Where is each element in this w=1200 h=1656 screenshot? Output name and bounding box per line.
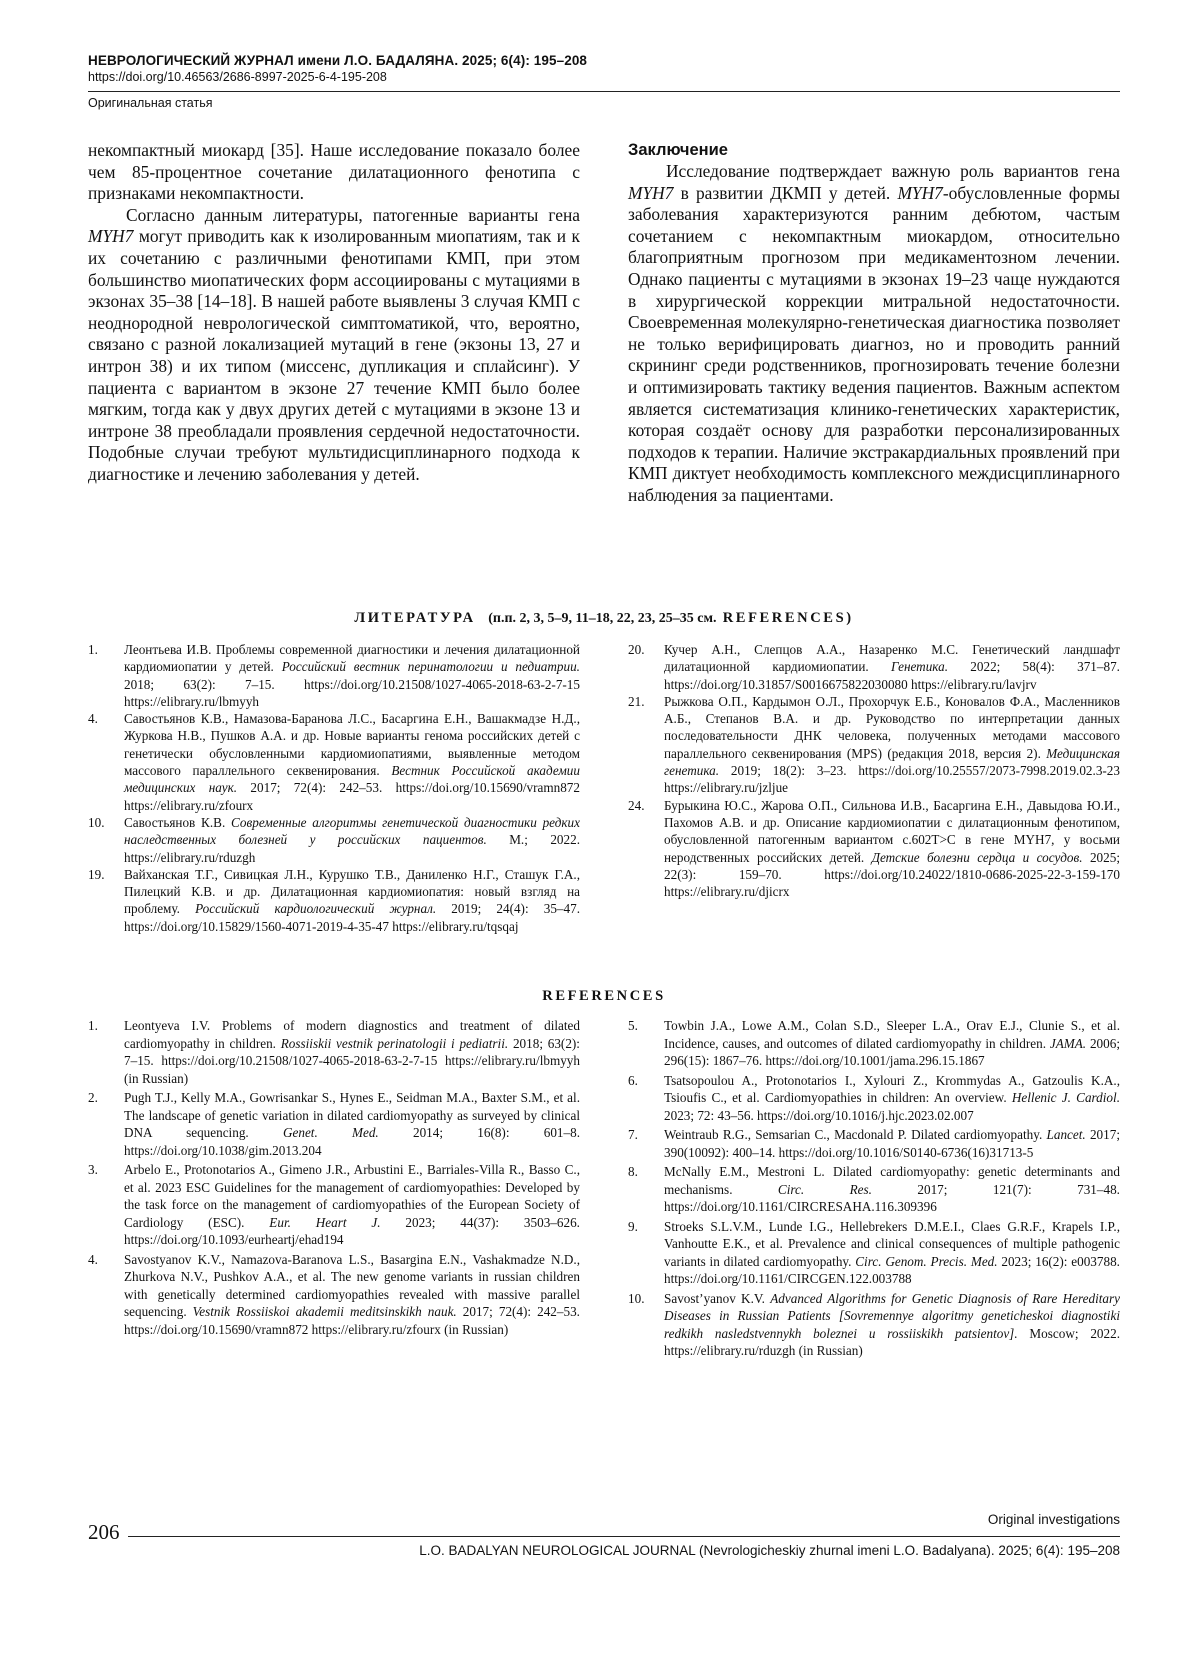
reference-item [88, 641, 580, 710]
reference-number: 7. [628, 1127, 638, 1142]
russian-reference-list-right [628, 641, 1120, 900]
reference-item [628, 1072, 1120, 1125]
reference-details[interactable]: 2018; 63(2): 7–15. https://doi.org/10.21508/1027-4065-2018-63-2-7-15 https://elibrary.ru/lbmyyh [124, 676, 580, 709]
footer-divider [128, 1536, 1120, 1537]
english-reference-list-right [628, 1017, 1120, 1360]
reference-source: Российский кардиологический журнал. [195, 901, 437, 917]
reference-source: Eur. Heart J. [269, 1214, 381, 1230]
page-header [88, 52, 1120, 112]
reference-details[interactable]: 2017; 121(7): 731–48. https://doi.org/10.1161/CIRCRESAHA.116.309396 [664, 1181, 1120, 1214]
reference-authors-title: Towbin J.A., Lowe A.M., Colan S.D., Sleeper L.A., Orav E.J., Clunie S., et al. Incidence, causes, and outcomes of dilated cardiomyopathy in children. [664, 1018, 1120, 1051]
footer-journal: L.O. BADALYAN NEUROLOGICAL JOURNAL (Nevrologicheskiy zhurnal imeni L.O. Badalyana). 2025; 6(4): 195–208 [419, 1543, 1120, 1558]
reference-authors-title: Савостьянов К.В. [124, 814, 232, 830]
reference-source: Vestnik Rossiiskoi akademii meditsinskikh nauk. [192, 1304, 457, 1319]
reference-authors-title: Stroeks S.L.V.M., Lunde I.G., Hellebrekers D.M.E.I., Claes G.R.F., Krapels I.P., Vanhoutte E.K., et al. Prevalence and clinical consequences of multiple pathogenic variants in dilated cardiomyopathy. [664, 1218, 1120, 1269]
reference-details[interactable]: М.; 2022. https://elibrary.ru/rduzgh [124, 832, 580, 865]
reference-authors-title: Weintraub R.G., Semsarian C., Macdonald P. Dilated cardiomyopathy. [664, 1127, 1047, 1142]
reference-source: Lancet. [1046, 1127, 1086, 1142]
reference-details[interactable]: 2017; 72(4): 242–53. https://doi.org/10.15690/vramn872 https://elibrary.ru/zfourx (in Russian) [124, 1304, 580, 1337]
page-number: 206 [88, 1520, 120, 1544]
article-doi[interactable]: https://doi.org/10.46563/2686-8997-2025-6-4-195-208 [88, 70, 387, 84]
reference-authors-title: Савостьянов К.В., Намазова-Баранова Л.С., Басаргина Е.Н., Вашакмадзе Н.Д., Журкова Н.В., Пушков А.А. и др. Новые варианты генома российских детей с генетически обусловленными кардиомиопатиями, выявленные методом массового параллельного секвенирования. [124, 711, 580, 779]
reference-number: 10. [88, 814, 105, 830]
reference-details[interactable]: 2023; 44(37): 3503–626. https://doi.org/10.1093/eurheartj/ehad194 [124, 1214, 580, 1247]
reference-details[interactable]: Moscow; 2022. https://elibrary.ru/rduzgh (in Russian) [664, 1325, 1120, 1358]
reference-number: 9. [628, 1218, 638, 1234]
reference-number: 24. [628, 797, 645, 813]
reference-details[interactable]: 2022; 58(4): 371–87. https://doi.org/10.31857/S0016675822030080 https://elibrary.ru/lavjrv [664, 659, 1120, 692]
header-divider [88, 91, 1120, 92]
reference-details[interactable]: 2017; 72(4): 242–53. https://doi.org/10.15690/vramn872 https://elibrary.ru/zfourx [124, 780, 580, 813]
footer-section: Original investigations [987, 1512, 1120, 1527]
reference-item [628, 1017, 1120, 1070]
reference-item [88, 1251, 580, 1339]
reference-number: 4. [88, 711, 98, 727]
reference-item [88, 814, 580, 866]
reference-item [88, 1017, 580, 1087]
reference-source: Российский вестник перинатологии и педиатрии. [281, 659, 580, 675]
reference-item [628, 1126, 1120, 1161]
reference-authors-title: Вайханская Т.Г., Сивицкая Л.Н., Курушко Т.В., Даниленко Н.Г., Сташук Г.А., Пилецкий К.В. и др. Дилатационная кардиомиопатия: новый взгляд на проблему. [124, 866, 580, 917]
journal-title: НЕВРОЛОГИЧЕСКИЙ ЖУРНАЛ имени Л.О. БАДАЛЯНА. 2025; 6(4): 195–208 [88, 53, 588, 68]
reference-item [88, 1161, 580, 1249]
reference-authors-title: Savostyanov K.V., Namazova-Baranova L.S., Basargina E.N., Vashakmadze N.D., Zhurkova N.V., Pushkov A.A., et al. The new genome variants in russian children with genetically determined cardiomyopathies revealed with massive parallel sequencing. [124, 1251, 580, 1319]
reference-authors-title: Savost’yanov K.V. [664, 1290, 771, 1306]
gene-name: MYH7 [897, 182, 943, 203]
references-heading: REFERENCES [542, 988, 666, 1004]
reference-authors-title: Кучер А.Н., Слепцов А.А., Назаренко М.С. Генетический ландшафт дилатационной кардиомиопатии. [664, 642, 1120, 675]
reference-authors-title: McNally E.M., Mestroni L. Dilated cardiomyopathy: genetic determinants and mechanisms. [664, 1164, 1120, 1197]
reference-source: Детские болезни сердца и сосудов. [871, 849, 1083, 865]
reference-item [88, 1089, 580, 1159]
reference-number: 4. [88, 1251, 98, 1267]
reference-details[interactable]: 2025; 22(3): 159–70. https://doi.org/10.24022/1810-0686-2025-22-3-159-170 https://elibrary.ru/djicrx [664, 849, 1120, 900]
reference-number: 5. [628, 1018, 638, 1033]
reference-number: 1. [88, 1018, 98, 1033]
reference-item [628, 1290, 1120, 1360]
reference-item [88, 710, 580, 814]
reference-number: 10. [628, 1290, 645, 1306]
reference-source: JAMA. [1049, 1035, 1087, 1051]
conclusion-column [628, 140, 1120, 507]
article-type: Оригинальная статья [88, 96, 213, 110]
reference-source: Современные алгоритмы генетической диагностики редких наследственных болезней у российских пациентов. [124, 814, 580, 848]
reference-item [628, 1163, 1120, 1216]
reference-number: 6. [628, 1072, 638, 1088]
reference-authors-title: Tsatsopoulou A., Protonotarios I., Xylouri Z., Krommydas A., Gatzoulis K.A., Tsioufis C., et al. Cardiomyopathies in children: An overview. [664, 1072, 1120, 1105]
reference-details[interactable]: 2006; 296(15): 1867–76. https://doi.org/10.1001/jama.296.15.1867 [664, 1035, 1121, 1068]
literature-heading: ЛИТЕРАТУРА (п.п. 2, 3, 5–9, 11–18, 22, 23, 25–35 см. REFERENCES) [354, 610, 854, 626]
paragraph: Исследование подтверждает важную роль вариантов гена MYH7 в развитии ДКМП у детей. MYH7-обусловленные формы заболевания характеризуются ранним дебютом, частым сочетанием с некомпактным миокардом, относительно благоприятным прогнозом при медикаментозном лечении. Однако пациенты с мутациями в экзонах 19–23 чаще нуждаются в хирургической коррекции митральной недостаточности. Своевременная молекулярно-генетическая диагностика позволяет не только верифицировать диагноз, но и проводить ранний скрининг среди родственников, прогнозировать течение болезни и оптимизировать тактику ведения пациентов. Важным аспектом является систематизация клинико-генетических характеристик, которая создаёт основу для разработки персонализированных подходов к терапии. Наличие экстракардиальных проявлений при КМП диктует необходимость комплексного междисциплинарного наблюдения за пациентами. [628, 161, 1120, 505]
reference-authors-title: Леонтьева И.В. Проблемы современной диагностики и лечения дилатационной кардиомиопатии у детей. [124, 642, 580, 675]
reference-source: Advanced Algorithms for Genetic Diagnosis of Rare Hereditary Diseases in Russian Patients [Sovremennye algoritmy geneticheskoi diagnostiki redkikh nasledstvennykh boleznei u rossiiskikh patsientov]. [664, 1290, 1121, 1341]
reference-authors-title: Pugh T.J., Kelly M.A., Gowrisankar S., Hynes E., Seidman M.A., Baxter S.M., et al. The landscape of genetic variation in dilated cardiomyopathy as surveyed by clinical DNA sequencing. [124, 1090, 580, 1140]
reference-details[interactable]: 2019; 18(2): 3–23. https://doi.org/10.25557/2073-7998.2019.02.3-23 https://elibrary.ru/jzljue [664, 763, 1120, 796]
reference-details[interactable]: 2023; 16(2): e003788. https://doi.org/10.1161/CIRCGEN.122.003788 [664, 1253, 1120, 1286]
reference-details[interactable]: 2019; 24(4): 35–47. https://doi.org/10.15829/1560-4071-2019-4-35-47 https://elibrary.ru/tqsqaj [124, 901, 580, 934]
reference-authors-title: Рыжкова О.П., Кардымон О.Л., Прохорчук Е.Б., Коновалов Ф.А., Масленников А.Б., Степанов В.А. и др. Руководство по интерпретации данных последовательности ДНК человека, полученных методами массового параллельного секвенирования (MPS) (редакция 2018, версия 2). [664, 693, 1120, 761]
reference-item [88, 866, 580, 935]
gene-name: MYH7 [88, 226, 134, 247]
reference-item [628, 641, 1120, 693]
reference-number: 2. [88, 1090, 98, 1105]
section-title: Заключение [628, 141, 728, 159]
english-reference-list-left [88, 1017, 580, 1338]
russian-reference-list-left [88, 641, 580, 935]
paragraph: некомпактный миокард [35]. Наше исследование показало более чем 85-процентное сочетание дилатационного фенотипа с признаками некомпактности. [88, 140, 580, 204]
reference-authors-title: Leontyeva I.V. Problems of modern diagnostics and treatment of dilated cardiomyopathy in children. [124, 1018, 580, 1051]
reference-authors-title: Бурыкина Ю.С., Жарова О.П., Сильнова И.В., Басаргина Е.Н., Давыдова Ю.И., Пахомов А.В. и др. Описание кардиомиопатии с дилатационным фенотипом, обусловленной патогенным вариантом с.602T>C в гене MYH7, у восьми неродственных российских детей. [664, 797, 1120, 865]
reference-source: Genet. Med. [282, 1125, 379, 1140]
reference-item [628, 1218, 1120, 1288]
reference-source: Rossiiskii vestnik perinatologii i pediatrii. [280, 1035, 509, 1051]
paragraph: Согласно данным литературы, патогенные варианты гена MYH7 могут приводить как к изолированным миопатиям, так и к их сочетанию с различными фенотипами КМП, при этом большинство миопатических форм ассоциированы с мутациями в экзонах 35–38 [14–18]. В нашей работе выявлены 3 случая КМП с неоднородной неврологической симптоматикой, что, вероятно, связано с разной локализацией мутаций в гене (экзоны 13, 27 и интрон 38) и их типом (миссенс, дупликация и сплайсинг). У пациента с вариантом в экзоне 27 течение КМП было более мягким, тогда как у двух других детей с мутациями в экзоне 13 и интроне 38 преобладали проявления сердечной недостаточности. Подобные случаи требуют мультидисциплинарного подхода к диагностике и лечению заболевания у детей. [88, 204, 580, 484]
discussion-column [88, 140, 580, 486]
reference-number: 1. [88, 642, 98, 657]
reference-details[interactable]: 2018; 63(2): 7–15. https://doi.org/10.21508/1027-4065-2018-63-2-7-15 https://elibrary.ru/lbmyyh (in Russian) [124, 1035, 580, 1086]
reference-number: 19. [88, 866, 105, 882]
reference-source: Circ. Res. [777, 1181, 872, 1197]
reference-source: Генетика. [891, 659, 949, 675]
reference-number: 20. [628, 642, 645, 657]
gene-name: MYH7 [628, 182, 674, 203]
reference-source: Вестник Российской академии медицинских наук. [124, 763, 580, 796]
reference-details[interactable]: 2014; 16(8): 601–8. https://doi.org/10.1038/gim.2013.204 [124, 1125, 581, 1158]
reference-item [628, 797, 1120, 901]
reference-details[interactable]: 2023; 72: 43–56. https://doi.org/10.1016/j.hjc.2023.02.007 [664, 1107, 974, 1123]
reference-number: 8. [628, 1164, 638, 1179]
reference-authors-title: Arbelo E., Protonotarios A., Gimeno J.R., Arbustini E., Barriales-Villa R., Basso C., et al. 2023 ESC Guidelines for the management of cardiomyopathies: Developed by the task force on the management of cardiomyopathies of the European Society of Cardiology (ESC). [124, 1162, 580, 1230]
reference-number: 3. [88, 1162, 98, 1177]
reference-source: Медицинская генетика. [664, 745, 1120, 779]
reference-details[interactable]: 2017; 390(10092): 400–14. https://doi.org/10.1016/S0140-6736(16)31713-5 [664, 1127, 1120, 1160]
reference-number: 21. [628, 693, 645, 709]
reference-item [628, 693, 1120, 797]
reference-source: Hellenic J. Cardiol. [1011, 1090, 1120, 1105]
reference-source: Circ. Genom. Precis. Med. [855, 1253, 998, 1269]
